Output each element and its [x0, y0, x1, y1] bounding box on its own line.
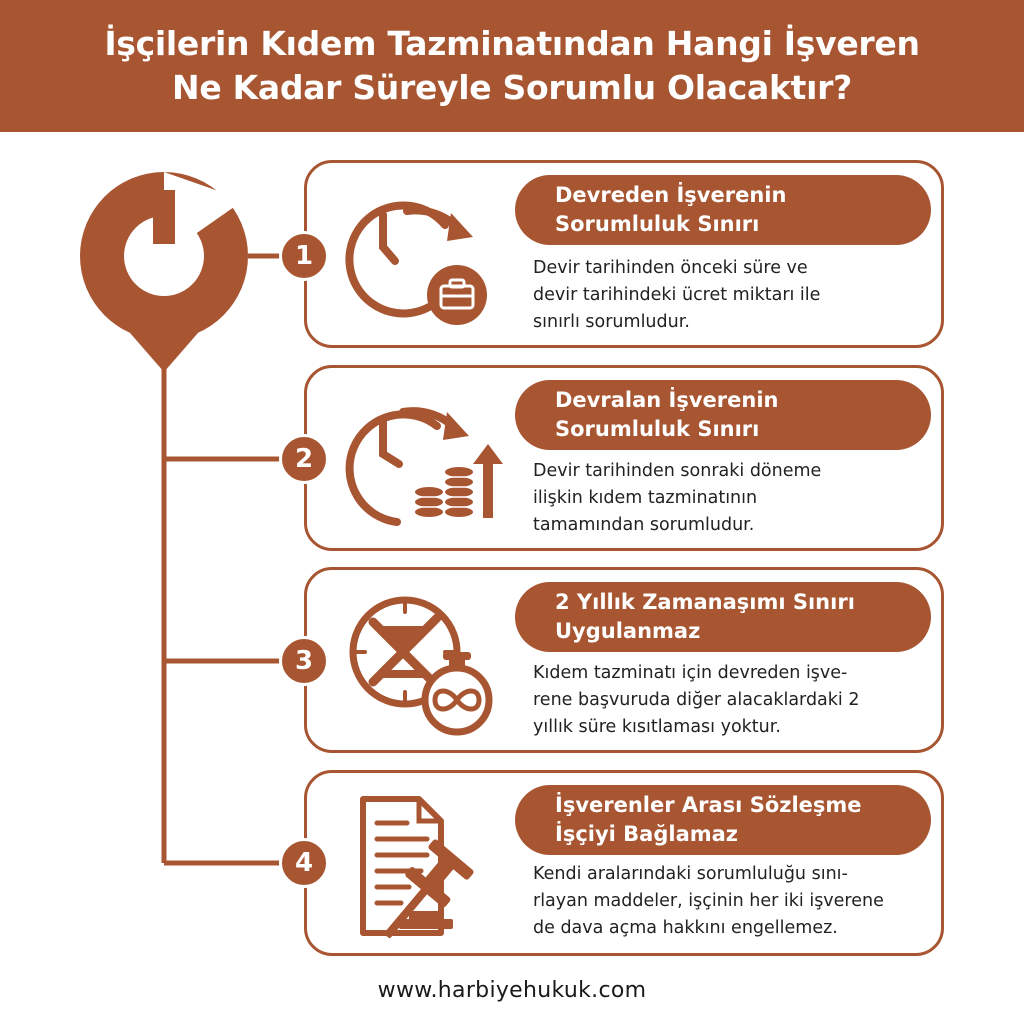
power-pin-icon [80, 172, 248, 372]
step-title-pill [515, 582, 931, 652]
step-title-line-2: İşçiyi Bağlamaz [555, 822, 739, 846]
step-number-badge: 3 [279, 636, 329, 686]
step-number-badge: 1 [279, 231, 329, 281]
step-title-line-1: İşverenler Arası Sözleşme [555, 793, 862, 817]
step-description: Devir tarihinden sonraki döneme ilişkin kıdem tazminatının tamamından sorumludur. [533, 461, 822, 535]
step-card-3 [304, 567, 944, 753]
page-title-line-2: Ne Kadar Süreyle Sorumlu Olacaktır? [172, 68, 852, 107]
footer-url: www.harbiyehukuk.com [377, 978, 647, 1003]
step-title-line-1: 2 Yıllık Zamanaşımı Sınırı [555, 590, 855, 614]
clock-briefcase-icon [337, 189, 497, 329]
step-title-line-1: Devralan İşverenin [555, 388, 779, 412]
clock-coins-growth-icon [337, 392, 507, 532]
step-description: Kıdem tazminatı için devreden işve- rene başvuruda diğer alacaklardaki 2 yıllık süre kısıtlaması yoktur. [533, 663, 860, 737]
step-description: Kendi aralarındaki sorumluluğu sını- rlayan maddeler, işçinin her iki işverene de dava açma hakkını engellemez. [533, 864, 884, 938]
step-title-line-2: Sorumluluk Sınırı [555, 417, 760, 441]
page-title-line-1: İşçilerin Kıdem Tazminatından Hangi İşveren [104, 24, 920, 63]
step-title-pill [515, 175, 931, 245]
hourglass-infinity-stopwatch-icon [337, 590, 507, 740]
step-title-pill [515, 380, 931, 450]
step-card-1 [304, 160, 944, 348]
step-title-line-2: Uygulanmaz [555, 619, 701, 643]
step-title-line-1: Devreden İşverenin [555, 183, 787, 207]
step-title-line-2: Sorumluluk Sınırı [555, 212, 760, 236]
step-number-badge: 2 [279, 434, 329, 484]
step-number-badge: 4 [279, 838, 329, 888]
step-title-pill [515, 785, 931, 855]
document-gavel-icon [337, 793, 507, 943]
step-description: Devir tarihinden önceki süre ve devir tarihindeki ücret miktarı ile sınırlı sorumludur. [533, 258, 821, 332]
step-card-4 [304, 770, 944, 956]
step-card-2 [304, 365, 944, 551]
